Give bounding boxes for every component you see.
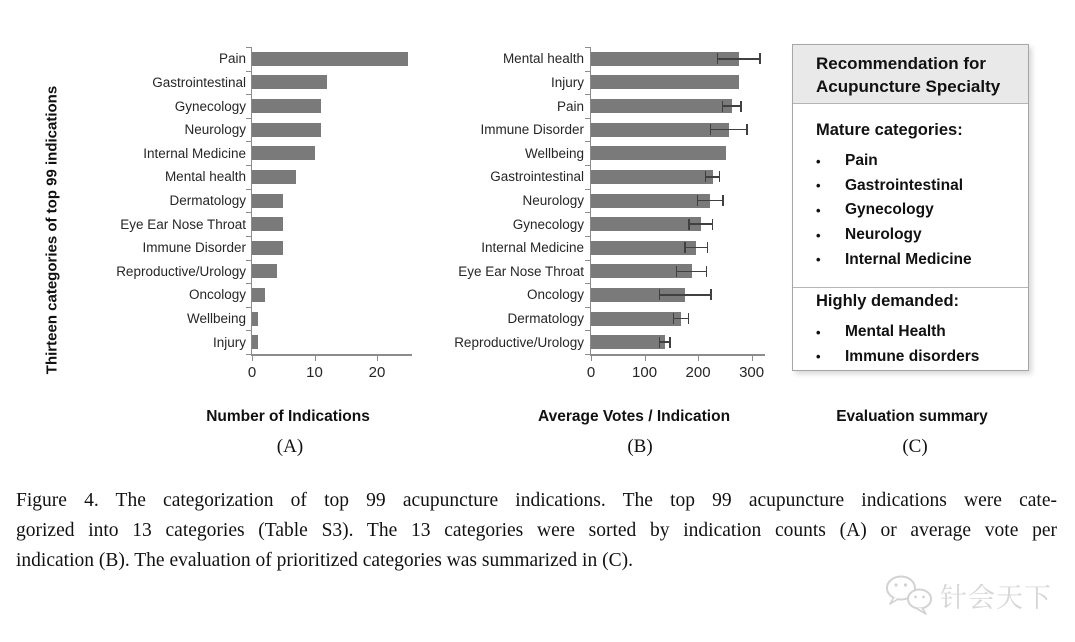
bar [252,288,265,302]
error-bar-cap [722,101,724,112]
bullet-icon: • [816,153,821,169]
category-label: Immune Disorder [480,122,584,138]
bar [591,335,665,349]
category-label: Immune Disorder [142,240,246,256]
list-item-label: Immune disorders [845,347,980,365]
list-item-label: Mental Health [845,323,946,341]
y-axis-tick [585,165,590,166]
category-label: Injury [212,334,246,350]
bar [252,335,258,349]
y-axis-tick [246,354,251,355]
list-item-label: Gastrointestinal [845,176,963,194]
x-axis-tick [645,356,646,361]
error-bar-line [689,223,713,225]
x-axis-tick [591,356,592,361]
bar [252,99,321,113]
bar [591,123,729,137]
category-label: Internal Medicine [143,145,246,161]
y-axis-tick [246,47,251,48]
error-bar-line [673,318,688,320]
caption-line: Figure 4. The categorization of top 99 acupuncture indications. The top 99 acupuncture indications were cate- [16,490,1057,511]
category-label: Eye Ear Nose Throat [120,216,246,232]
category-label: Dermatology [507,311,584,327]
bar [252,217,283,231]
list-item [816,149,1022,174]
error-bar-cap [659,337,661,348]
y-axis-tick [585,236,590,237]
error-bar-cap [710,289,712,300]
error-bar-cap [673,313,675,324]
error-bar-cap [697,195,699,206]
recommendation-title-line1: Recommendation for [816,54,987,73]
y-axis-tick [246,165,251,166]
recommendation-title-line2: Acupuncture Specialty [816,77,1001,96]
wechat-bubbles-icon [884,574,938,616]
bullet-icon: • [816,324,821,340]
error-bar-cap [659,289,661,300]
list-item [816,320,1022,345]
x-axis-tick [252,356,253,361]
y-axis-tick [585,307,590,308]
y-axis-tick [246,212,251,213]
mature-categories-heading: Mature categories: [816,121,963,139]
x-axis-tick [315,356,316,361]
error-bar-cap [759,53,761,64]
bullet-icon: • [816,227,821,243]
list-item [816,345,1022,370]
y-axis-tick [246,307,251,308]
y-axis-tick [246,94,251,95]
x-axis [590,354,766,356]
list-item [816,247,1022,272]
y-axis-tick [246,260,251,261]
y-axis-tick [585,260,590,261]
bar [591,170,713,184]
list-item [816,174,1022,199]
y-axis-tick [585,283,590,284]
panel-b-xaxis-title: Average Votes / Indication [537,408,731,425]
category-label: Pain [218,51,246,67]
y-axis-tick [246,118,251,119]
bullet-icon: • [816,202,821,218]
error-bar-cap [740,101,742,112]
category-label: Wellbeing [524,145,584,161]
x-tick-label: 0 [247,364,257,381]
list-item [816,198,1022,223]
bar [252,241,283,255]
y-axis-tick [585,330,590,331]
error-bar-line [660,294,711,296]
category-label: Reproductive/Urology [454,334,584,350]
y-axis-tick [585,118,590,119]
category-label: Gastrointestinal [152,74,246,90]
error-bar-line [698,200,724,202]
y-axis-tick [585,141,590,142]
bar [252,170,296,184]
category-label: Wellbeing [186,311,246,327]
bar [252,75,327,89]
error-bar-line [685,247,707,249]
x-tick-label: 20 [368,364,386,381]
category-label: Reproductive/Urology [116,263,246,279]
x-axis-tick [377,356,378,361]
x-tick-label: 100 [632,364,658,381]
error-bar-cap [746,124,748,135]
y-axis-tick [585,94,590,95]
error-bar-cap [717,53,719,64]
y-axis-tick [585,354,590,355]
bar [252,123,321,137]
x-tick-label: 200 [685,364,711,381]
list-item-label: Gynecology [845,201,934,219]
y-axis-tick [246,141,251,142]
bar [591,194,710,208]
bullet-icon: • [816,178,821,194]
bullet-icon: • [816,349,821,365]
panel-c-evaluation-label: Evaluation summary [836,408,988,425]
error-bar-line [717,58,760,60]
category-label: Eye Ear Nose Throat [458,263,584,279]
error-bar-cap [669,337,671,348]
panel-a-xaxis-title: Number of Indications [206,408,370,425]
error-bar-line [710,129,746,131]
x-axis [251,354,413,356]
bullet-icon: • [816,252,821,268]
y-axis-tick [585,189,590,190]
error-bar-line [677,271,707,273]
panel-letter-b: (B) [627,436,653,457]
y-axis-tick [585,47,590,48]
bar [252,312,258,326]
x-tick-label: 10 [306,364,323,381]
highly-demanded-section [793,288,1028,369]
bar [591,146,726,160]
x-axis-tick [698,356,699,361]
category-label: Gynecology [174,98,246,114]
category-label: Injury [550,74,584,90]
figure-caption [16,486,1057,576]
x-tick-label: 0 [586,364,596,381]
recommendation-box-header [793,45,1028,104]
caption-line: indication (B). The evaluation of prioritized categories was summarized in (C). [16,550,633,571]
category-label: Gynecology [512,216,584,232]
category-label: Dermatology [169,193,246,208]
category-label: Neurology [184,122,246,138]
highly-demanded-heading: Highly demanded: [816,292,960,310]
bar [252,52,408,66]
mature-categories-section [793,104,1028,288]
bar [252,194,283,208]
error-bar-line [706,176,720,178]
y-axis-tick [246,236,251,237]
error-bar-cap [705,171,707,182]
error-bar-cap [706,266,708,277]
category-label: Pain [556,98,584,114]
bar [252,264,277,278]
category-label: Mental health [164,169,246,185]
category-label: Oncology [526,287,584,303]
panel-letter-a: (A) [276,436,304,457]
error-bar-cap [722,195,724,206]
list-item-label: Neurology [845,226,922,244]
error-bar-cap [676,266,678,277]
category-label: Mental health [502,51,584,67]
category-label: Oncology [188,287,246,303]
y-axis-tick [246,71,251,72]
list-item [816,223,1022,248]
category-label: Neurology [522,193,584,208]
bar [591,312,681,326]
error-bar-cap [707,242,709,253]
watermark [884,572,1069,620]
x-tick-label: 300 [739,364,765,381]
watermark-text: 针会天下 [940,583,1052,613]
error-bar-cap [710,124,712,135]
category-label: Gastrointestinal [490,169,584,185]
bar [252,146,315,160]
y-axis-label: Thirteen categories of top 99 indications [43,85,61,375]
y-axis-tick [585,212,590,213]
y-axis-tick [246,330,251,331]
error-bar-cap [719,171,721,182]
bar [591,75,739,89]
category-label: Internal Medicine [481,240,584,256]
bar [591,241,696,255]
error-bar-cap [688,219,690,230]
error-bar-cap [688,313,690,324]
bar [591,99,732,113]
y-axis-tick [246,283,251,284]
error-bar-line [723,105,741,107]
list-item-label: Pain [845,152,878,170]
caption-line: gorized into 13 categories (Table S3). The 13 categories were sorted by indication counts (A) or average vote per [16,520,1057,541]
x-axis-tick [752,356,753,361]
error-bar-cap [684,242,686,253]
list-item-label: Internal Medicine [845,250,972,268]
panel-letter-c: (C) [902,436,928,457]
y-axis-tick [246,189,251,190]
recommendation-box [792,44,1029,371]
bar [591,217,701,231]
error-bar-cap [712,219,714,230]
y-axis-tick [585,71,590,72]
